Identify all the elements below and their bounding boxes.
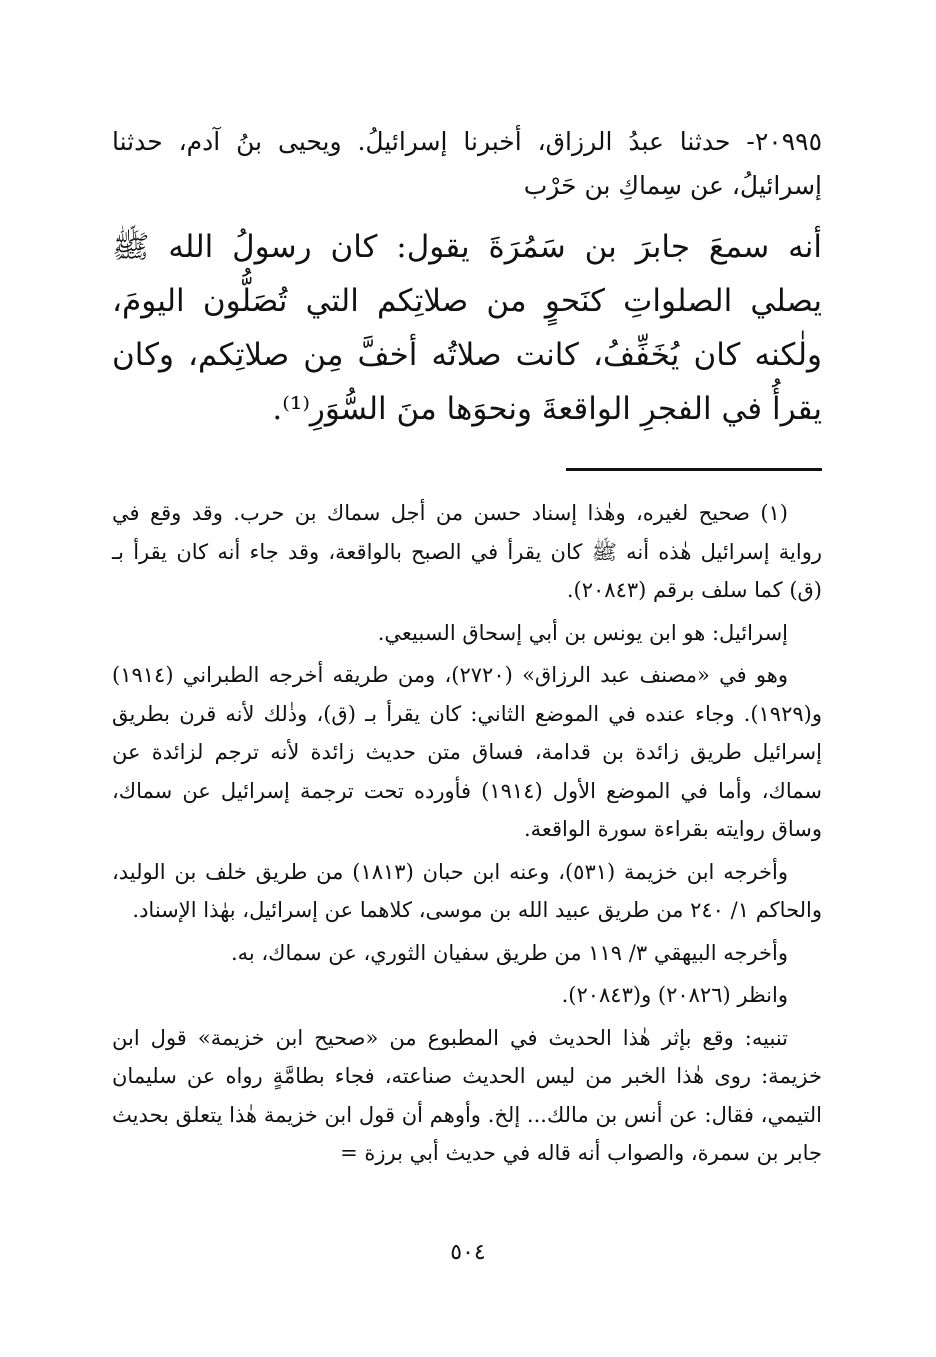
footnote-paragraph: وهو في «مصنف عبد الرزاق» (٢٧٢٠)، ومن طريقه أخرجه الطبراني (١٩١٤) و(١٩٢٩). وجاء عنده في الموضع الثاني: كان يقرأ بـ (ق)، وذٰلك لأنه قرن بطريق إسرائيل طريق زائدة بن قدامة، فساق متن حديث زائدة لأنه ترجم لزائدة عن سماك، وأما في الموضع الأول (١٩١٤) فأورده تحت ترجمة إسرائيل عن سماك، وساق روايته بقراءة سورة الواقعة. [112,663,822,841]
footnotes [112,494,822,1177]
hadith-matn: أنه سمعَ جابرَ بن سَمُرَةَ يقول: كان رسولُ الله ﷺ يصلي الصلواتِ كنَحوٍ من صلاتِكم التي تُصَلُّون اليومَ، ولٰكنه كان يُخَفِّفُ، كانت صلاتُه أخفَّ مِن صلاتِكم، وكان يقرأُ في الفجرِ الواقعةَ ونحوَها منَ السُّوَرِ⁽¹⁾. [112,229,822,427]
footnote-paragraph: إسرائيل: هو ابن يونس بن أبي إسحاق السبيعي. [377,620,788,645]
footnote-paragraph: وانظر (٢٠٨٢٦) و(٢٠٨٤٣). [561,983,788,1007]
footnote-paragraph: تنبيه: وقع بإثر هٰذا الحديث في المطبوع من «صحيح ابن خزيمة» قول ابن خزيمة: روى هٰذا الخبر من ليس الحديث صناعته، فجاء بطامَّةٍ رواه عن سليمان التيمي، فقال: عن أنس بن مالك... إلخ. وأوهم أن قول ابن خزيمة هٰذا يتعلق بحديث جابر بن سمرة، والصواب أنه قاله في حديث أبي برزة = [112,1025,822,1165]
main-text [112,120,822,436]
footnote-paragraph: (١) صحيح لغيره، وهٰذا إسناد حسن من أجل سماك بن حرب. وقد وقع في رواية إسرائيل هٰذه أنه ﷺ كان يقرأ في الصبح بالواقعة، وقد جاء أنه كان يقرأ بـ (ق) كما سلف برقم (٢٠٨٤٣). [112,501,822,602]
footnote-separator [566,468,822,471]
hadith-isnad: ٢٠٩٩٥- حدثنا عبدُ الرزاق، أخبرنا إسرائيلُ. ويحيى بنُ آدم، حدثنا إسرائيلُ، عن سِماكِ بن حَرْب [112,127,822,200]
page-number: ٥٠٤ [450,1240,486,1265]
footnote-paragraph: وأخرجه ابن خزيمة (٥٣١)، وعنه ابن حبان (١٨١٣) من طريق خلف بن الوليد، والحاكم ١/ ٢٤٠ من طريق عبيد الله بن موسى، كلاهما عن إسرائيل، بهٰذا الإسناد. [112,859,822,922]
footnote-paragraph: وأخرجه البيهقي ٣/ ١١٩ من طريق سفيان الثوري، عن سماك، به. [230,940,788,965]
